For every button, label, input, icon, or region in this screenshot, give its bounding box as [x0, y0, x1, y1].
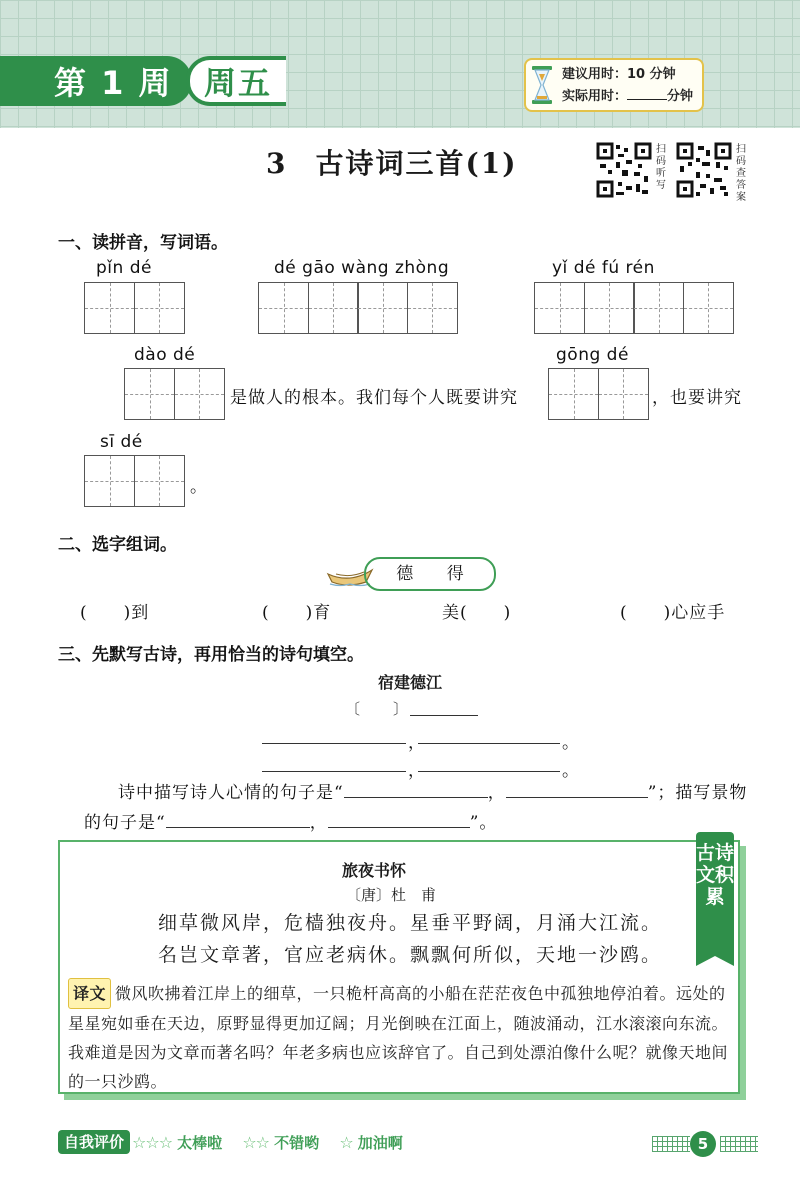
actual-time-blank[interactable]: [627, 86, 667, 100]
writing-cell[interactable]: [598, 368, 649, 420]
writing-cell[interactable]: [124, 368, 175, 420]
answer-blank[interactable]: [166, 810, 310, 828]
qr-code-icon[interactable]: [596, 142, 652, 198]
qr2-caption: 扫码查答案: [736, 144, 746, 203]
writing-grid[interactable]: [548, 368, 649, 420]
writing-cell[interactable]: [584, 282, 635, 334]
writing-cell[interactable]: [134, 282, 185, 334]
sentence-text: ，也要讲究: [652, 388, 742, 408]
sentence-end: 。: [190, 477, 208, 497]
question-text: ”。: [469, 813, 498, 833]
poem-box-author: 〔唐〕杜 甫: [346, 886, 437, 904]
sentence-text: 是做人的根本。我们每个人既要讲究: [230, 388, 518, 408]
fill-blank-item[interactable]: ( )到: [80, 603, 150, 623]
suggested-time-label: 建议用时：: [562, 67, 628, 82]
lesson-number: 3: [266, 147, 288, 180]
poem-box-line: 名岂文章著，官应老病休。飘飘何所似，天地一沙鸥。: [158, 944, 663, 966]
writing-cell[interactable]: [308, 282, 359, 334]
fill-blank-item[interactable]: ( )育: [262, 603, 332, 623]
pinyin-label: pǐn dé: [96, 258, 152, 278]
lesson-title-text: 古诗词三首(1): [315, 147, 518, 180]
section2-heading: 二、选字组词。: [58, 535, 177, 555]
pinyin-label: dào dé: [134, 345, 196, 365]
star-rating-icon[interactable]: ☆: [339, 1133, 353, 1152]
answer-blank[interactable]: [328, 810, 470, 828]
writing-cell[interactable]: [134, 455, 185, 507]
period: 。: [562, 761, 580, 781]
day-label: 周五: [186, 56, 286, 106]
writing-grid[interactable]: [84, 455, 185, 507]
poem-line-blank[interactable]: [262, 754, 406, 772]
section1-heading: 一、读拼音，写词语。: [58, 233, 228, 253]
rating-label: 太棒啦: [177, 1134, 223, 1152]
comma: ，: [309, 813, 328, 833]
writing-cell[interactable]: [258, 282, 309, 334]
author-blank[interactable]: [410, 698, 478, 716]
page-decoration: [720, 1136, 758, 1152]
writing-grid[interactable]: [534, 282, 734, 334]
poem-box-title: 旅夜书怀: [342, 861, 407, 880]
star-rating-icon[interactable]: ☆☆☆: [132, 1133, 173, 1152]
question-text: ”；描写景物: [647, 783, 748, 803]
writing-grid[interactable]: [258, 282, 458, 334]
star-rating-icon[interactable]: ☆☆: [242, 1133, 270, 1152]
self-evaluation-label: 自我评价: [58, 1130, 130, 1154]
period: 。: [562, 733, 580, 753]
answer-blank[interactable]: [344, 780, 488, 798]
writing-grid[interactable]: [124, 368, 225, 420]
writing-cell[interactable]: [548, 368, 599, 420]
writing-cell[interactable]: [84, 455, 135, 507]
writing-cell[interactable]: [534, 282, 585, 334]
suggested-time-value: 10 分钟: [627, 67, 676, 82]
rating-label: 不错哟: [274, 1134, 320, 1152]
self-evaluation-options: [132, 1132, 403, 1153]
poem-box-line: 细草微风岸，危樯独夜舟。星垂平野阔，月涌大江流。: [158, 912, 663, 934]
poem-line-blank[interactable]: [418, 754, 560, 772]
question-line-2: [84, 808, 497, 833]
fill-blank-item[interactable]: ( )心应手: [620, 603, 726, 623]
translation-paragraph: [68, 978, 732, 1096]
hourglass-icon: [531, 66, 553, 104]
pinyin-label: yǐ dé fú rén: [552, 258, 655, 278]
page-number: 5: [690, 1131, 716, 1157]
poem-line-blank[interactable]: [262, 726, 406, 744]
translation-text: 微风吹拂着江岸上的细草，一只桅杆高高的小船在茫茫夜色中孤独地停泊着。远处的星星宛如垂在天边，原野显得更加辽阔；月光倒映在江面上，随波涌动，江水滚滚向东流。我难道是因为文章而著名吗？年老多病也应该辞官了。自己到处漂泊像什么呢？就像天地间的一只沙鸥。: [68, 984, 729, 1091]
writing-cell[interactable]: [84, 282, 135, 334]
writing-grid[interactable]: [84, 282, 185, 334]
actual-time-unit: 分钟: [667, 89, 694, 104]
writing-cell[interactable]: [633, 282, 684, 334]
question-line-1: [118, 778, 747, 803]
rating-label: 加油啊: [357, 1134, 403, 1152]
pinyin-label: sī dé: [100, 432, 143, 452]
qr1-caption: 扫码听写: [656, 144, 666, 191]
writing-cell[interactable]: [683, 282, 734, 334]
comma: ，: [408, 761, 426, 781]
pinyin-label: gōng dé: [556, 345, 629, 365]
question-text: 诗中描写诗人心情的句子是“: [118, 783, 344, 803]
dynasty-bracket[interactable]: 〔 〕: [345, 700, 410, 718]
poem-title: 宿建德江: [378, 673, 443, 692]
page-decoration: [652, 1136, 690, 1152]
writing-cell[interactable]: [174, 368, 225, 420]
fill-blank-item[interactable]: 美( ): [442, 603, 512, 623]
comma: ，: [487, 783, 506, 803]
question-text: 的句子是“: [84, 813, 166, 833]
lesson-title: [266, 142, 517, 182]
poem-box-tag: 古诗文积累: [696, 832, 734, 956]
writing-cell[interactable]: [407, 282, 458, 334]
section3-heading: 三、先默写古诗，再用恰当的诗句填空。: [58, 645, 364, 665]
comma: ，: [408, 733, 426, 753]
actual-time-label: 实际用时：: [562, 89, 628, 104]
poem-line-blank[interactable]: [418, 726, 560, 744]
word-choice-box: 德 得: [364, 557, 496, 591]
translation-label: 译文: [68, 978, 111, 1009]
pinyin-label: dé gāo wàng zhòng: [274, 258, 450, 278]
answer-blank[interactable]: [506, 780, 648, 798]
qr-code-icon[interactable]: [676, 142, 732, 198]
week-label: 第 1 周: [0, 56, 192, 106]
writing-cell[interactable]: [357, 282, 408, 334]
